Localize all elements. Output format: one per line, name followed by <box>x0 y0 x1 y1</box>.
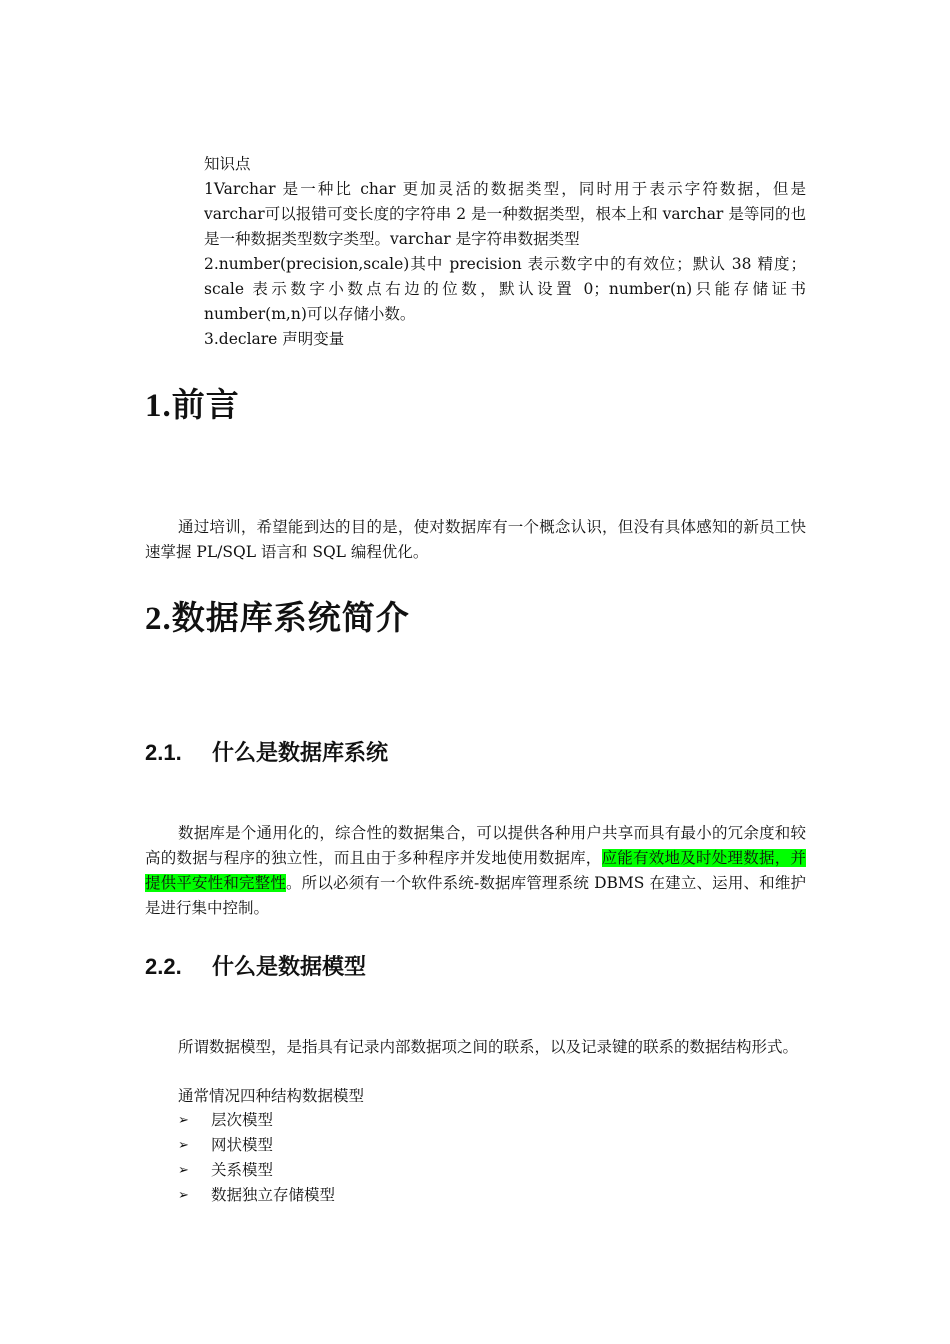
knowledge-line-3: 3.declare 声明变量 <box>204 330 345 348</box>
knowledge-points-block <box>204 152 827 352</box>
section-2-2-paragraph: 所谓数据模型，是指具有记录内部数据项之间的联系，以及记录键的联系的数据结构形式。 <box>178 1038 799 1056</box>
paragraph-text: 。所以必须有一个软件系统-数据库管理系统 DBMS 在建立、运用、和维护是进行集中控制。 <box>145 874 806 917</box>
list-item <box>178 1133 335 1158</box>
heading-title: 数据库系统简介 <box>171 598 410 637</box>
heading-number: 2. <box>145 601 172 637</box>
list-item-label: 数据独立存储模型 <box>211 1186 336 1204</box>
heading-number: 2.2. <box>145 954 182 979</box>
highlighted-text: 应能有效地及时处理数据，并提供平安性和完整性 <box>145 849 806 892</box>
paragraph-text: 数据库是个通用化的，综合性的数据集合，可以提供各种用户共享而具有最小的冗余度和较高的数据与程序的独立性，而且由于多种程序并发地使用数据库， <box>145 824 806 867</box>
list-item <box>178 1158 335 1183</box>
arrow-bullet-icon: ➢ <box>178 1163 189 1178</box>
knowledge-title: 知识点 <box>204 155 251 173</box>
heading-title: 什么是数据模型 <box>212 954 367 979</box>
list-item <box>178 1108 335 1133</box>
heading-section-2 <box>145 598 410 639</box>
data-model-list <box>178 1108 335 1208</box>
heading-section-2-1 <box>145 738 388 768</box>
list-item-label: 层次模型 <box>211 1111 274 1129</box>
knowledge-line-2: 2.number(precision,scale)其中 precision 表示数字中的有效位；默认 38 精度；scale 表示数字小数点右边的位数，默认设置 0；number(n)只能存储证书 number(m,n)可以存储小数。 <box>204 255 827 323</box>
data-model-intro: 通常情况四种结构数据模型 <box>178 1087 365 1105</box>
heading-number: 2.1. <box>145 740 182 765</box>
heading-section-2-2 <box>145 952 366 982</box>
heading-number: 1. <box>145 388 172 424</box>
list-item <box>178 1183 335 1208</box>
heading-section-1 <box>145 385 240 426</box>
heading-title: 什么是数据库系统 <box>212 740 389 765</box>
knowledge-line-1: 1Varchar 是一种比 char 更加灵活的数据类型，同时用于表示字符数据，但是 varchar可以报错可变长度的字符串 2 是一种数据类型，根本上和 varchar 是等同的也是一种数据类型数字类型。varchar 是字符串数据类型 <box>204 180 806 248</box>
arrow-bullet-icon: ➢ <box>178 1188 189 1203</box>
arrow-bullet-icon: ➢ <box>178 1138 189 1153</box>
section-1-paragraph: 通过培训，希望能到达的目的是，使对数据库有一个概念认识，但没有具体感知的新员工快速掌握 PL/SQL 语言和 SQL 编程优化。 <box>145 518 806 561</box>
arrow-bullet-icon: ➢ <box>178 1113 189 1128</box>
section-2-1-paragraph <box>145 821 806 921</box>
list-item-label: 关系模型 <box>211 1161 274 1179</box>
list-item-label: 网状模型 <box>211 1136 274 1154</box>
heading-title: 前言 <box>171 385 240 424</box>
